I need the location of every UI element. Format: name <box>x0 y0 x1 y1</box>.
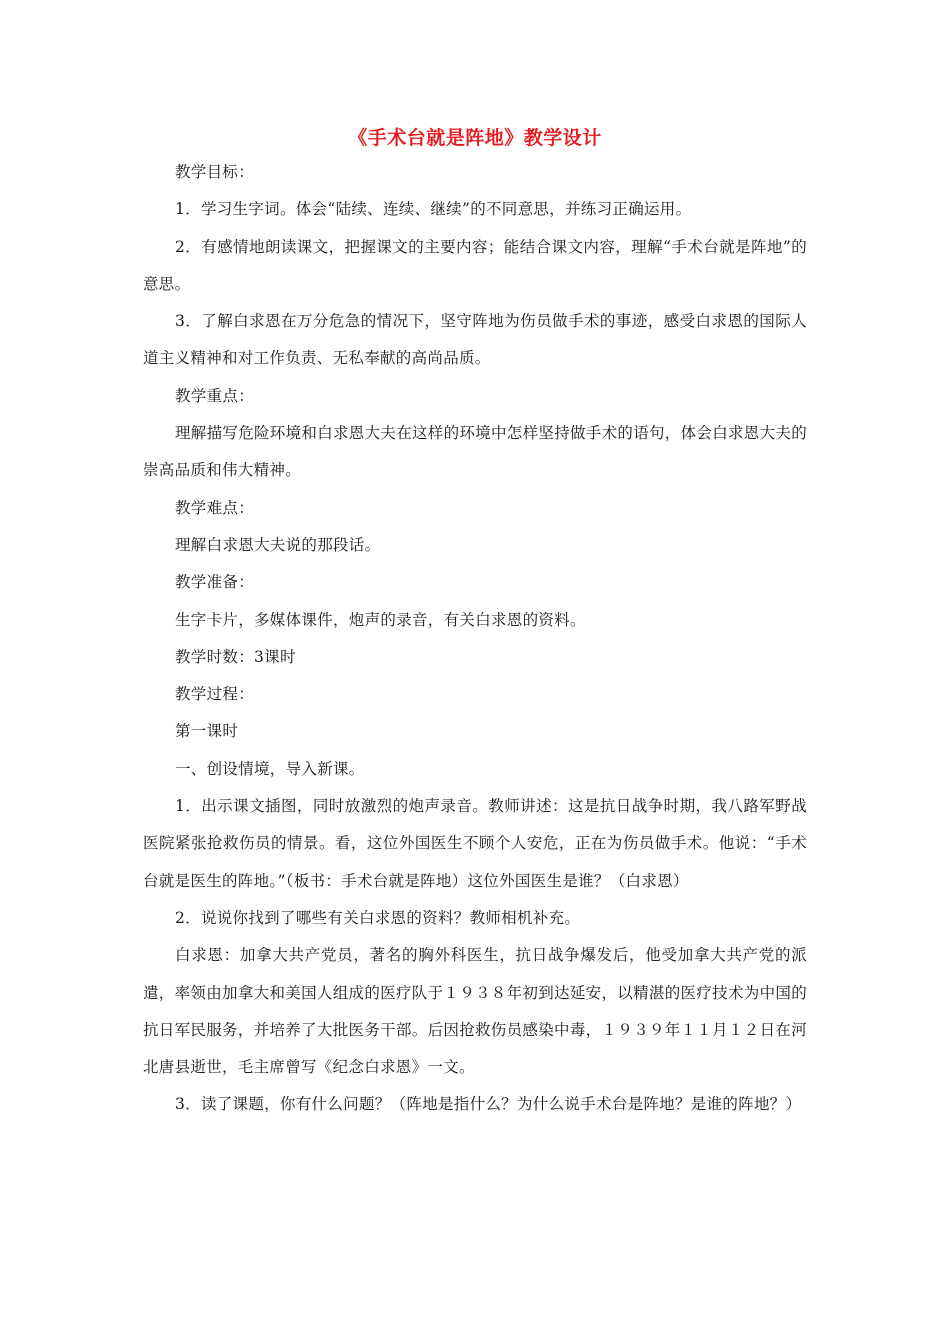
objective-1: 1．学习生字词。体会“陆续、连续、继续”的不同意思，并练习正确运用。 <box>175 200 692 219</box>
process-step-2: 2．说说你找到了哪些有关白求恩的资料？教师相机补充。 <box>175 908 581 927</box>
heading-difficulty: 教学难点： <box>175 498 255 517</box>
objective-2: 2．有感情地朗读课文，把握课文的主要内容；能结合课文内容，理解“手术台就是阵地”的意思。 <box>143 237 807 293</box>
bethune-bio: 白求恩：加拿大共产党员，著名的胸外科医生，抗日战争爆发后，他受加拿大共产党的派遣，率领由加拿大和美国人组成的医疗队于１９３８年初到达延安，以精湛的医疗技术为中国的抗日军民服务，并培养了大批医务干部。后因抢救伤员感染中毒，１９３９年１１月１２日在河北唐县逝世，毛主席曾写《纪念白求恩》一文。 <box>143 946 807 1077</box>
document-page <box>143 122 807 1124</box>
lesson-one-heading: 第一课时 <box>175 722 239 741</box>
heading-objectives: 教学目标： <box>175 163 255 181</box>
heading-preparation: 教学准备： <box>175 573 255 592</box>
section-one-heading: 一、创设情境，导入新课。 <box>175 759 365 778</box>
key-points-text: 理解描写危险环境和白求恩大夫在这样的环境中怎样坚持做手术的语句，体会白求恩大夫的崇高品质和伟大精神。 <box>143 424 808 480</box>
document-title: 《手术台就是阵地》教学设计 <box>348 127 602 149</box>
preparation-text: 生字卡片，多媒体课件，炮声的录音，有关白求恩的资料。 <box>175 610 586 629</box>
heading-process: 教学过程： <box>175 685 255 704</box>
process-step-3: 3．读了课题，你有什么问题？（阵地是指什么？为什么说手术台是阵地？是谁的阵地？） <box>175 1095 802 1114</box>
objective-3: 3．了解白求恩在万分危急的情况下，坚守阵地为伤员做手术的事迹，感受白求恩的国际人道主义精神和对工作负责、无私奉献的高尚品质。 <box>143 312 807 368</box>
process-step-1: 1．出示课文插图，同时放激烈的炮声录音。教师讲述：这是抗日战争时期，我八路军野战医院紧张抢救伤员的情景。看，这位外国医生不顾个人安危，正在为伤员做手术。他说：“手术台就是医生的阵地。”（板书：手术台就是阵地）这位外国医生是谁？（白求恩） <box>143 797 807 890</box>
class-hours: 教学时数：3课时 <box>175 647 296 666</box>
difficulty-text: 理解白求恩大夫说的那段话。 <box>175 535 381 554</box>
heading-key-points: 教学重点： <box>175 386 255 405</box>
